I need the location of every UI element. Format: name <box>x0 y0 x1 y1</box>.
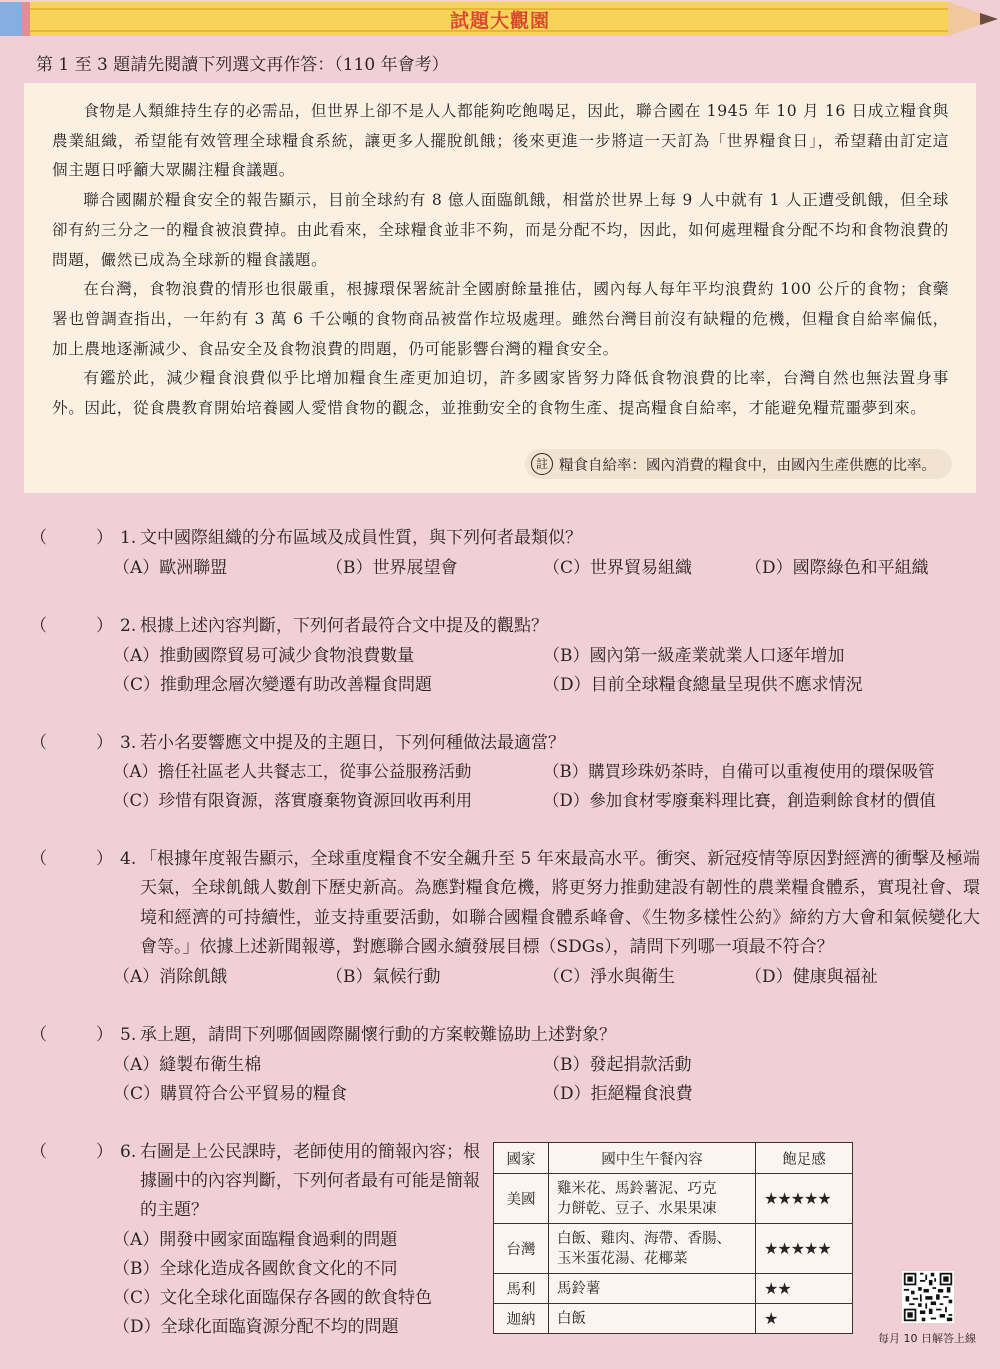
passage-paragraph: 有鑑於此，減少糧食浪費似乎比增加糧食生產更加迫切，許多國家皆努力降低食物浪費的比率，台灣自然也無法置身事外。因此，從食農教育開始培養國人愛惜食物的觀念，並推動安全的食物生產、提高糧食自給率，才能避免糧荒噩夢到來。 <box>52 369 949 418</box>
answer-blank-open: （ <box>30 1025 47 1045</box>
question-number: 1. <box>120 528 137 548</box>
satiety-stars: ★★ <box>756 1274 853 1304</box>
question-2 <box>30 612 980 641</box>
lunch-line: 玉米蛋花湯、花椰菜 <box>557 1250 688 1267</box>
option-d: （D）目前全球糧食總量呈現供不應求情況 <box>543 675 863 695</box>
option-c: （C）珍惜有限資源，落實廢棄物資源回收再利用 <box>113 791 473 810</box>
header-banner <box>0 0 1000 38</box>
passage-paragraph: 聯合國關於糧食安全的報告顯示，目前全球約有 8 億人面臨飢餓，相當於世界上每 9 人中就有 1 人正遭受飢餓，但全球卻有約三分之一的糧食被浪費掉。由此看來，全球糧食並非不夠，而是分配不均，因此，如何處理糧食分配不均和食物浪費的問題，儼然已成為全球新的糧食議題。 <box>52 191 949 269</box>
option-b: （B）國內第一級產業就業人口逐年增加 <box>543 646 845 666</box>
lunch-cell <box>549 1174 756 1224</box>
question-3 <box>30 729 980 758</box>
lunch-cell: 白飯 <box>549 1304 756 1334</box>
lunch-cell <box>549 1224 756 1274</box>
passage-paragraph: 在台灣，食物浪費的情形也很嚴重，根據環保署統計全國廚餘量推估，國內每人每年平均浪費約 100 公斤的食物；食藥署也曾調查指出，一年約有 3 萬 6 千公噸的食物商品被當作垃圾處理。雖然台灣目前沒有缺糧的危機，但糧食自給率偏低，加上農地逐漸減少、食品安全及食物浪費的問題，仍可能影響台灣的糧食安全。 <box>52 280 949 358</box>
option-c: （C）文化全球化面臨保存各國的飲食特色 <box>113 1288 433 1308</box>
lunch-line: 力餅乾、豆子、水果果凍 <box>557 1200 717 1217</box>
answer-blank-close: ） <box>96 1142 113 1162</box>
question-6 <box>30 1138 492 1225</box>
passage-paragraph: 食物是人類維持生存的必需品，但世界上卻不是人人都能夠吃飽喝足，因此，聯合國在 1945 年 10 月 16 日成立糧食與農業組織，希望能有效管理全球糧食系統，讓更多人擺脫飢餓；後來更進一步將這一天訂為「世界糧食日」，希望藉由訂定這個主題日呼籲大眾關注糧食議題。 <box>52 102 949 180</box>
option-a: （A）推動國際貿易可減少食物浪費數量 <box>113 646 415 666</box>
column-header: 國中生午餐內容 <box>549 1143 756 1174</box>
answer-blank-open: （ <box>30 849 47 869</box>
option-a: （A）擔任社區老人共餐志工，從事公益服務活動 <box>113 762 472 781</box>
option-d: （D）全球化面臨資源分配不均的問題 <box>113 1317 399 1337</box>
note-icon: 註 <box>531 453 553 475</box>
question-number: 5. <box>120 1025 137 1045</box>
lunch-comparison-table <box>493 1142 853 1334</box>
satiety-stars: ★★★★★ <box>756 1224 853 1274</box>
footnote <box>525 449 952 479</box>
option-b: （B）發起捐款活動 <box>543 1055 692 1075</box>
question-1 <box>30 524 980 553</box>
option-b: （B）購買珍珠奶茶時，自備可以重複使用的環保吸管 <box>543 762 935 781</box>
country-cell: 迦納 <box>494 1304 549 1334</box>
option-d: （D）拒絕糧食浪費 <box>543 1084 693 1104</box>
option-c: （C）推動理念層次變遷有助改善糧食問題 <box>113 675 433 695</box>
question-number: 6. <box>120 1142 137 1162</box>
table-row <box>494 1174 853 1224</box>
qr-caption: 每月 10 日解答上線 <box>878 1332 976 1345</box>
country-cell: 美國 <box>494 1174 549 1224</box>
option-b: （B）全球化造成各國飲食文化的不同 <box>113 1259 398 1279</box>
answer-blank-close: ） <box>96 528 113 548</box>
option-a: （A）縫製布衛生棉 <box>113 1055 262 1075</box>
question-text: 若小名要響應文中提及的主題日，下列何種做法最適當？ <box>140 733 565 753</box>
answer-blank-close: ） <box>96 616 113 636</box>
qr-code-icon[interactable] <box>902 1271 954 1323</box>
satiety-stars: ★★★★★ <box>756 1174 853 1224</box>
satiety-stars: ★ <box>756 1304 853 1334</box>
lunch-line: 白飯、雞肉、海帶、香腸、 <box>557 1230 731 1247</box>
option-c: （C）淨水與衛生 <box>543 967 676 987</box>
question-4 <box>30 845 980 963</box>
column-header: 飽足感 <box>756 1143 853 1174</box>
column-header: 國家 <box>494 1143 549 1174</box>
country-cell: 馬利 <box>494 1274 549 1304</box>
intro-instruction: 第 1 至 3 題請先閱讀下列選文再作答：（110 年會考） <box>36 55 449 75</box>
answer-blank-close: ） <box>96 733 113 753</box>
option-a: （A）消除飢餓 <box>113 967 228 987</box>
table-row <box>494 1274 853 1304</box>
option-a: （A）歐洲聯盟 <box>113 558 228 578</box>
answer-blank-open: （ <box>30 616 47 636</box>
footnote-text: 糧食自給率：國內消費的糧食中，由國內生產供應的比率。 <box>559 457 936 474</box>
question-text: 承上題，請問下列哪個國際關懷行動的方案較難協助上述對象？ <box>140 1025 616 1045</box>
option-b: （B）世界展望會 <box>326 558 458 578</box>
option-d: （D）國際綠色和平組織 <box>745 558 929 578</box>
question-number: 4. <box>120 849 137 869</box>
question-number: 3. <box>120 733 137 753</box>
question-text: 根據上述內容判斷，下列何者最符合文中提及的觀點？ <box>140 616 548 636</box>
lunch-cell: 馬鈴薯 <box>549 1274 756 1304</box>
option-d: （D）健康與福祉 <box>745 967 878 987</box>
option-c: （C）世界貿易組織 <box>543 558 693 578</box>
question-text: 「根據年度報告顯示，全球重度糧食不安全飆升至 5 年來最高水平。衝突、新冠疫情等原因對經濟的衝擊及極端天氣，全球飢餓人數創下歷史新高。為應對糧食危機，將更努力推動建設有韌性的農業糧食體系，實現社會、環境和經濟的可持續性，並支持重要活動，如聯合國糧食體系峰會、《生物多樣性公約》締約方大會和氣候變化大會等。」依據上述新聞報導，對應聯合國永續發展目標（SDGs），請問下列哪一項最不符合？ <box>140 849 980 958</box>
country-cell: 台灣 <box>494 1224 549 1274</box>
question-5 <box>30 1021 980 1050</box>
page-title: 試題大觀園 <box>449 10 550 32</box>
table-header-row <box>494 1143 853 1174</box>
lunch-line: 雞米花、馬鈴薯泥、巧克 <box>557 1180 717 1197</box>
table-row <box>494 1304 853 1334</box>
answer-blank-open: （ <box>30 1142 47 1162</box>
option-b: （B）氣候行動 <box>326 967 441 987</box>
answer-blank-close: ） <box>96 849 113 869</box>
question-number: 2. <box>120 616 137 636</box>
option-c: （C）購買符合公平貿易的糧食 <box>113 1084 348 1104</box>
question-text: 文中國際組織的分布區域及成員性質，與下列何者最類似？ <box>140 528 582 548</box>
question-text: 右圖是上公民課時，老師使用的簡報內容；根據圖中的內容判斷，下列何者最有可能是簡報的主題？ <box>140 1142 480 1220</box>
option-a: （A）開發中國家面臨糧食過剩的問題 <box>113 1230 398 1250</box>
option-d: （D）參加食材零廢棄料理比賽，創造剩餘食材的價值 <box>543 791 936 810</box>
answer-blank-close: ） <box>96 1025 113 1045</box>
answer-blank-open: （ <box>30 528 47 548</box>
reading-passage <box>24 83 976 493</box>
table-row <box>494 1224 853 1274</box>
answer-blank-open: （ <box>30 733 47 753</box>
